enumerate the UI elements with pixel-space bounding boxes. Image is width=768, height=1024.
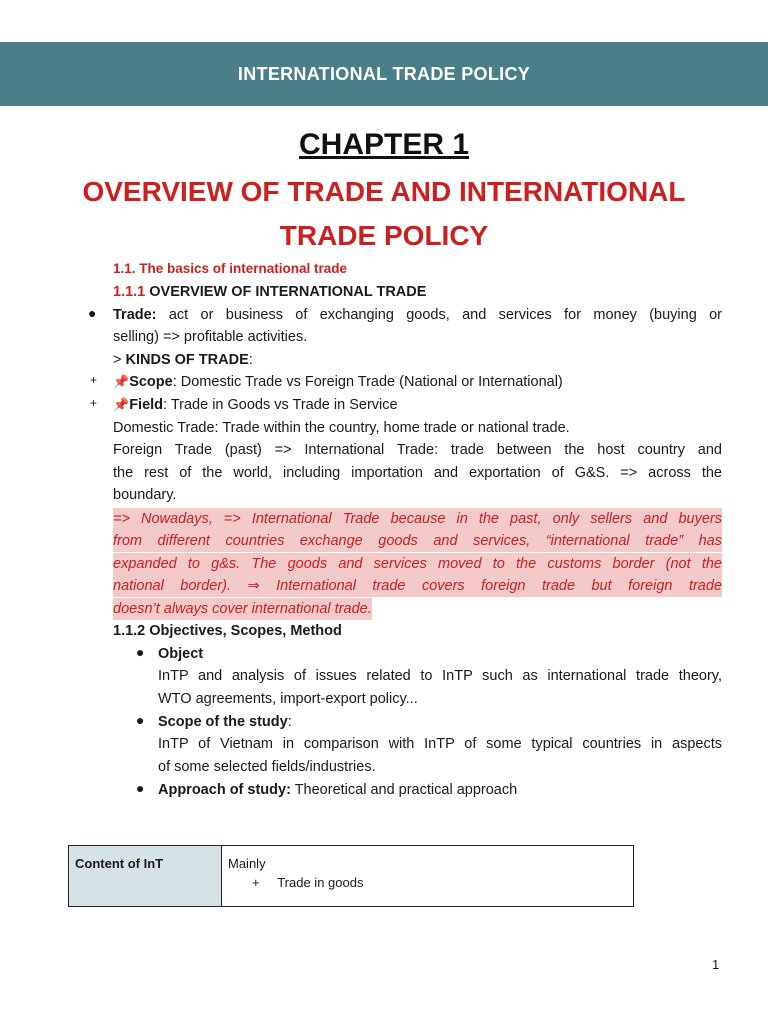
bullet-icon: ● bbox=[136, 712, 145, 728]
highlight-line-3: expanded to g&s. The goods and services moved to the customs border (not the bbox=[113, 553, 722, 575]
table-head-cell: Content of InT bbox=[69, 846, 222, 907]
scope-study-term: Scope of the study bbox=[158, 714, 288, 730]
chapter-heading: CHAPTER 1 bbox=[298, 128, 470, 161]
field-term: Field bbox=[129, 397, 164, 413]
trade-term: Trade: bbox=[113, 307, 157, 323]
kinds-label: KINDS OF TRADE bbox=[125, 352, 249, 368]
scope-study-line-2: of some selected fields/industries. bbox=[158, 759, 376, 775]
table-row bbox=[69, 846, 634, 907]
header-banner: INTERNATIONAL TRADE POLICY bbox=[0, 42, 768, 106]
table-item-text: Trade in goods bbox=[277, 875, 364, 890]
table-mainly: Mainly bbox=[228, 856, 266, 871]
section-1-1-1-number: 1.1.1 bbox=[113, 284, 146, 300]
trade-definition-line-1 bbox=[113, 304, 722, 326]
plus-marker: + bbox=[90, 373, 98, 387]
scope-item bbox=[113, 371, 722, 393]
approach-text: Theoretical and practical approach bbox=[290, 782, 518, 798]
bullet-icon: ● bbox=[136, 780, 145, 796]
foreign-trade-line-1: Foreign Trade (past) => International Trade: trade between the host country and bbox=[113, 442, 722, 458]
foreign-trade-line-2: the rest of the world, including importation and exportation of G&S. => across the bbox=[113, 465, 722, 481]
trade-definition-text: act or business of exchanging goods, and services for money (buying or bbox=[168, 307, 723, 323]
trade-definition-line-2: selling) => profitable activities. bbox=[113, 329, 308, 345]
object-term: Object bbox=[158, 646, 204, 662]
section-1-1-1-heading bbox=[113, 281, 722, 303]
kinds-prefix: > bbox=[113, 352, 126, 368]
object-line-1: InTP and analysis of issues related to InTP such as international trade theory, bbox=[158, 668, 722, 684]
domestic-trade-text: Domestic Trade: Trade within the country, home trade or national trade. bbox=[113, 420, 570, 436]
main-title bbox=[40, 170, 728, 258]
highlight-line-4: national border). ⇒ International trade covers foreign trade but foreign trade bbox=[113, 575, 722, 597]
scope-term: Scope bbox=[129, 374, 173, 390]
highlight-line-1: => Nowadays, => International Trade because in the past, only sellers and buyers bbox=[113, 508, 722, 530]
scope-study-suffix: : bbox=[287, 714, 292, 730]
page-number: 1 bbox=[712, 957, 720, 972]
approach-item bbox=[158, 779, 722, 801]
section-1-1-2-heading: 1.1.2 Objectives, Scopes, Method bbox=[113, 623, 342, 639]
approach-term: Approach of study: bbox=[158, 782, 291, 798]
scope-text: : Domestic Trade vs Foreign Trade (National or International) bbox=[172, 374, 563, 390]
plus-marker: + bbox=[90, 396, 98, 410]
field-item bbox=[113, 394, 722, 416]
bullet-icon: ● bbox=[136, 644, 145, 660]
content-table bbox=[68, 845, 634, 907]
main-title-line-2: TRADE POLICY bbox=[279, 220, 489, 251]
main-title-line-1: OVERVIEW OF TRADE AND INTERNATIONAL bbox=[82, 176, 686, 207]
foreign-trade-line-3: boundary. bbox=[113, 487, 177, 503]
highlight-line-2: from different countries exchange goods and services, “international trade” has bbox=[113, 530, 722, 552]
section-1-1-heading: 1.1. The basics of international trade bbox=[113, 261, 348, 276]
table-item-marker: + bbox=[252, 875, 260, 890]
pushpin-icon: 📌 bbox=[113, 374, 130, 389]
scope-study-heading bbox=[158, 711, 722, 733]
highlight-line-5: doesn’t always cover international trade. bbox=[113, 598, 372, 620]
object-line-2: WTO agreements, import-export policy... bbox=[158, 691, 418, 707]
bullet-icon: ● bbox=[88, 305, 97, 321]
scope-study-line-1: InTP of Vietnam in comparison with InTP of some typical countries in aspects bbox=[158, 736, 722, 752]
kinds-of-trade bbox=[113, 349, 722, 371]
section-1-1-1-title: OVERVIEW OF INTERNATIONAL TRADE bbox=[149, 284, 427, 300]
field-text: : Trade in Goods vs Trade in Service bbox=[163, 397, 398, 413]
top-margin bbox=[0, 0, 768, 42]
table-list-item bbox=[228, 875, 627, 890]
table-content-cell bbox=[222, 846, 634, 907]
pushpin-icon: 📌 bbox=[113, 397, 130, 412]
kinds-suffix: : bbox=[248, 352, 253, 368]
